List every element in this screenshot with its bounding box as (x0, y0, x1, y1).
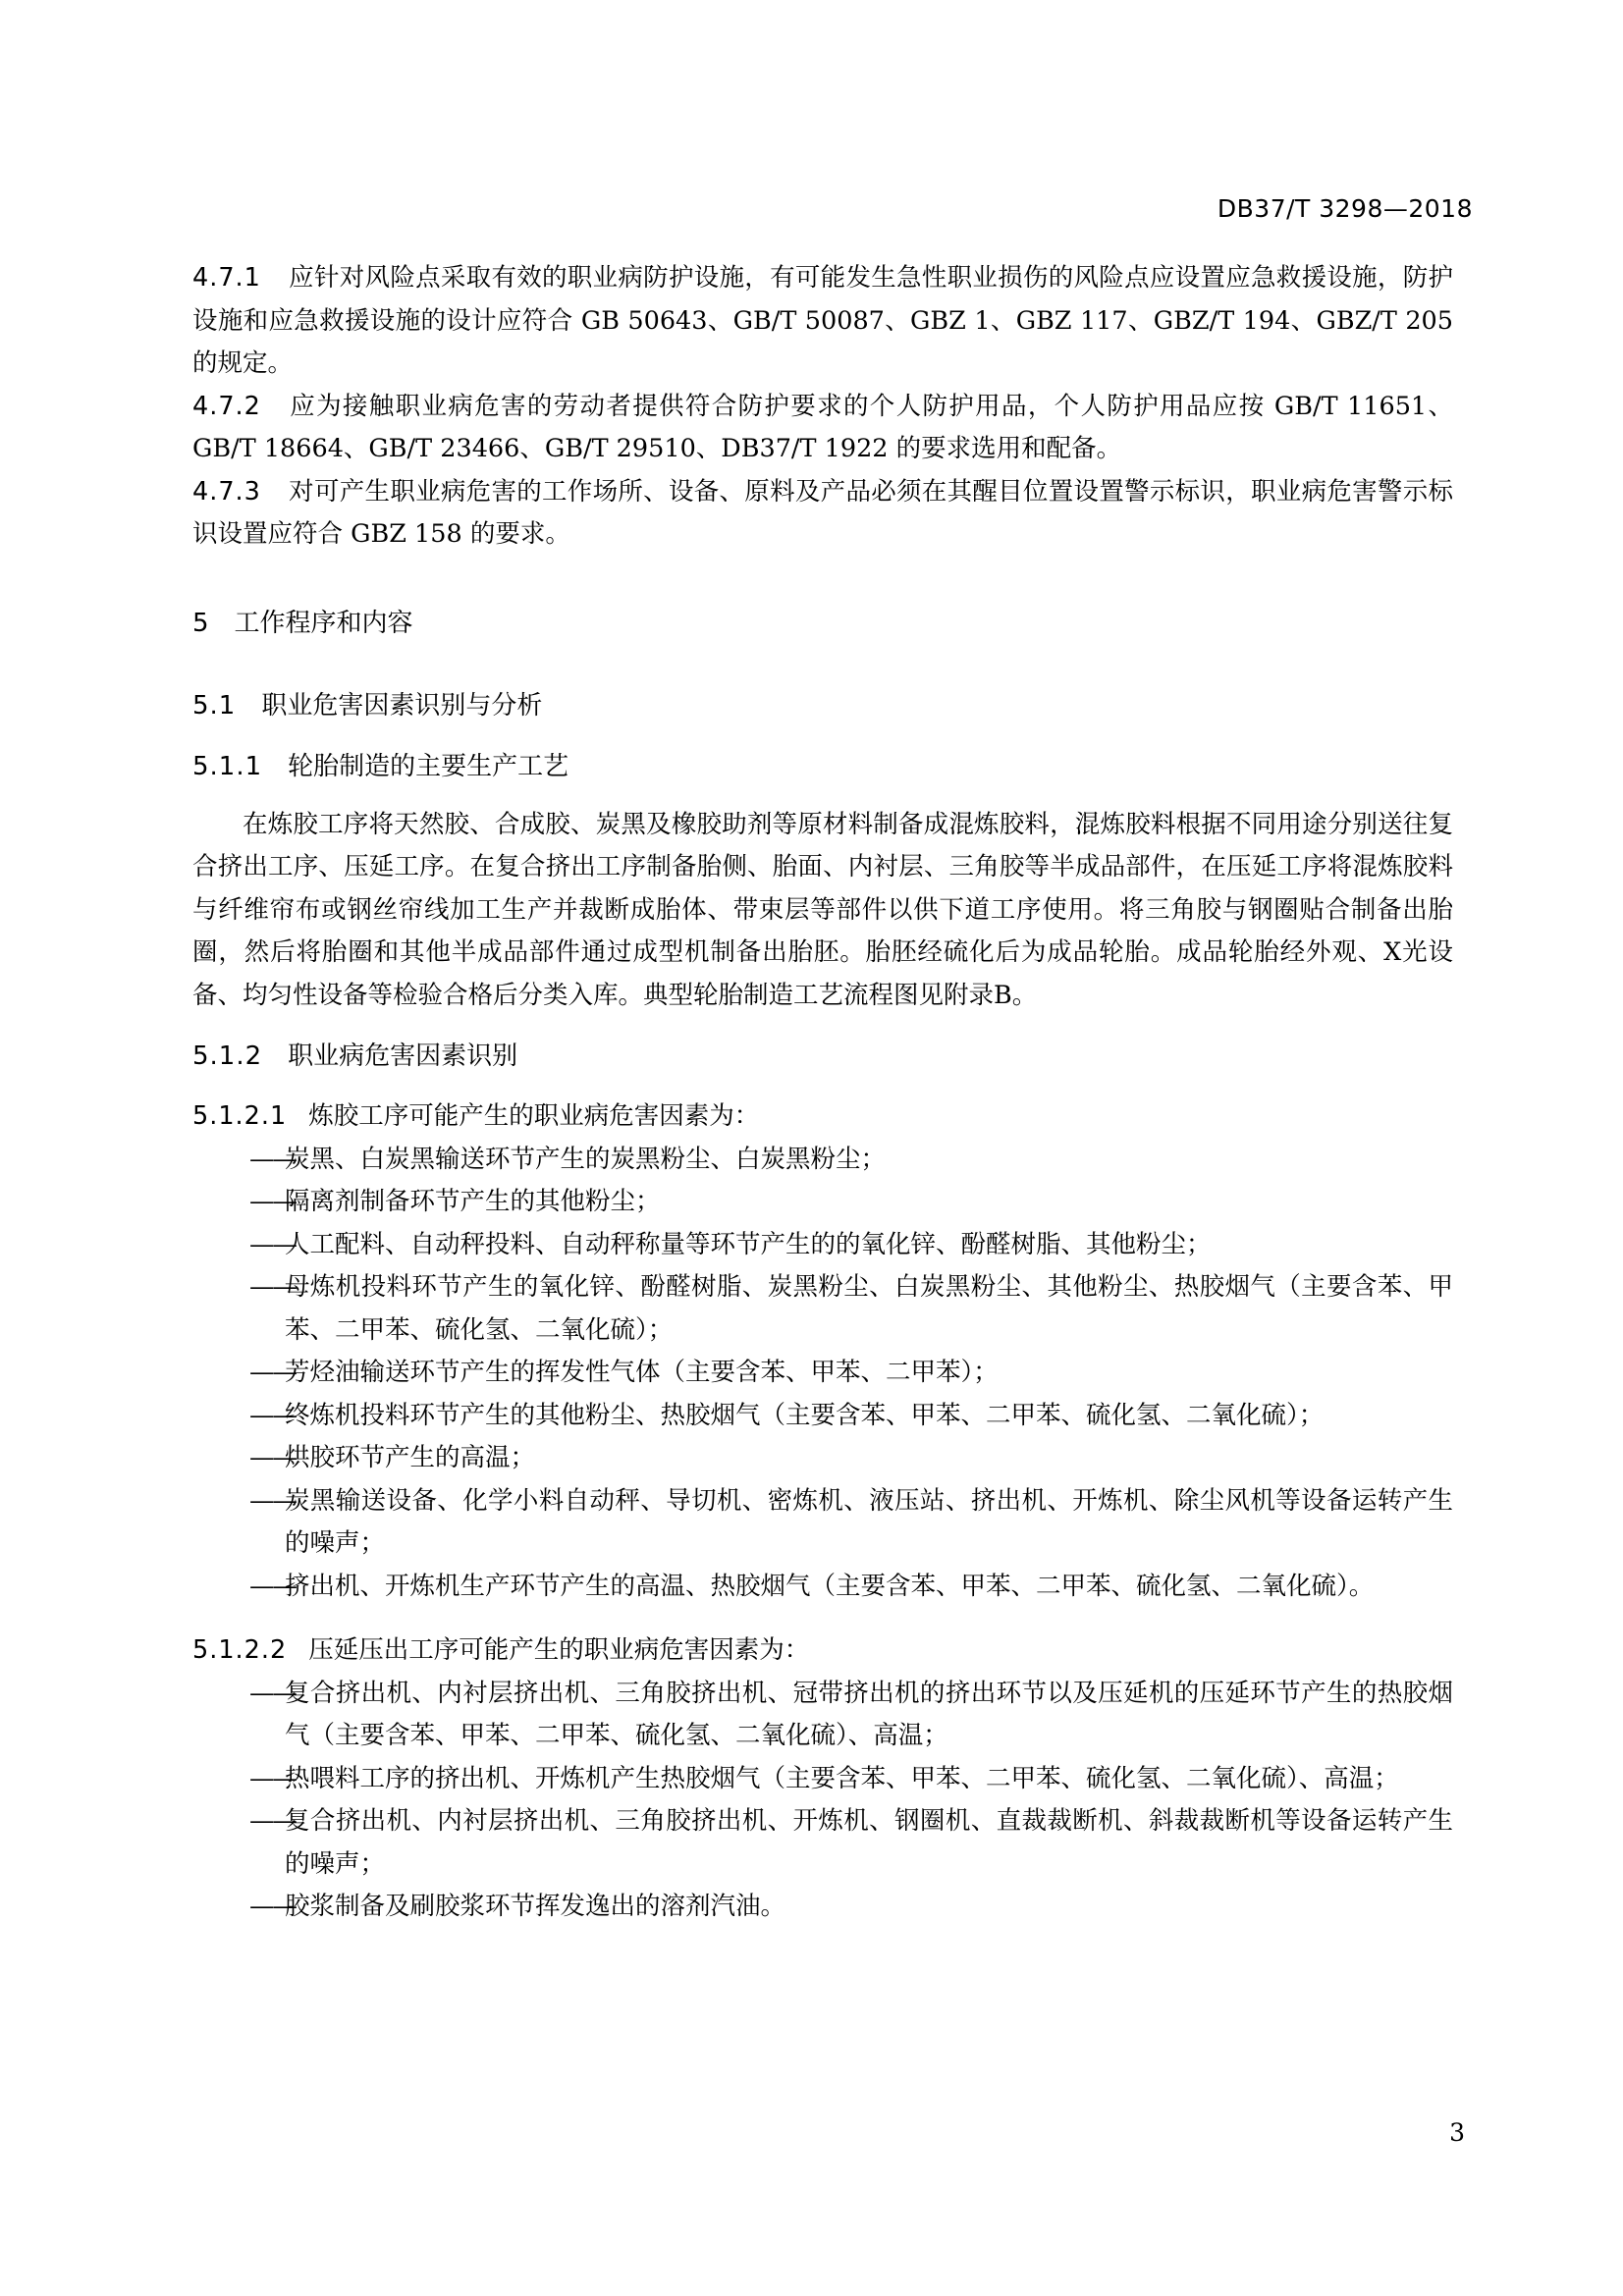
list-item (192, 1673, 1453, 1758)
section-5-1-2-heading (192, 1035, 1453, 1078)
list-item-text: 复合挤出机、内衬层挤出机、三角胶挤出机、冠带挤出机的挤出环节以及压延机的压延环节产生的热胶烟气（主要含苯、甲苯、二甲苯、硫化氢、二氧化硫）、高温； (285, 1678, 1453, 1750)
dash-marker: —— (249, 1485, 296, 1516)
list-item (192, 1566, 1453, 1609)
clause-lead-text: 炼胶工序可能产生的职业病危害因素为： (308, 1101, 760, 1131)
dash-marker: —— (249, 1229, 296, 1259)
list-item (192, 1758, 1453, 1801)
clause-4-7-3 (192, 471, 1453, 557)
section-number: 5 (192, 608, 209, 638)
list-item-text: 热喂料工序的挤出机、开炼机产生热胶烟气（主要含苯、甲苯、二甲苯、硫化氢、二氧化硫）、高温； (285, 1763, 1399, 1793)
list-item (192, 1800, 1453, 1886)
list-item-text: 终炼机投料环节产生的其他粉尘、热胶烟气（主要含苯、甲苯、二甲苯、硫化氢、二氧化硫）； (285, 1400, 1325, 1430)
list-item-text: 炭黑输送设备、化学小料自动秤、导切机、密炼机、液压站、挤出机、开炼机、除尘风机等设备运转产生的噪声； (285, 1485, 1453, 1558)
dash-marker: —— (249, 1678, 296, 1708)
section-number: 5.1.2 (192, 1041, 263, 1071)
section-number: 5.1.1 (192, 751, 263, 781)
dash-marker: —— (249, 1892, 296, 1921)
section-title: 职业危害因素识别与分析 (261, 690, 543, 721)
clause-4-7-2 (192, 386, 1453, 471)
clause-lead (192, 1629, 1453, 1673)
list-item (192, 1437, 1453, 1480)
clause-number: 4.7.3 (192, 476, 261, 507)
clause-lead-text: 压延压出工序可能产生的职业病危害因素为： (308, 1635, 810, 1665)
section-5-1-1-heading (192, 745, 1453, 788)
list-item-text: 炭黑、白炭黑输送环节产生的炭黑粉尘、白炭黑粉尘； (285, 1144, 887, 1174)
section-number: 5.1 (192, 690, 237, 721)
page-content (192, 257, 1453, 1929)
list-item (192, 1352, 1453, 1395)
clause-text: 对可产生职业病危害的工作场所、设备、原料及产品必须在其醒目位置设置警示标识，职业病危害警示标识设置应符合 GBZ 158 的要求。 (192, 476, 1453, 549)
hazard-list-calendering (192, 1673, 1453, 1929)
dash-marker: —— (249, 1443, 296, 1472)
section-5-1-heading (192, 684, 1453, 727)
list-item (192, 1224, 1453, 1267)
clause-number: 5.1.2.2 (192, 1635, 288, 1665)
list-item (192, 1139, 1453, 1182)
list-item-text: 母炼机投料环节产生的氧化锌、酚醛树脂、炭黑粉尘、白炭黑粉尘、其他粉尘、热胶烟气（主要含苯、甲苯、二甲苯、硫化氢、二氧化硫）； (285, 1272, 1453, 1345)
clause-5-1-2-1 (192, 1095, 1453, 1608)
clause-text: 应针对风险点采取有效的职业病防护设施，有可能发生急性职业损伤的风险点应设置应急救援设施，防护设施和应急救援设施的设计应符合 GB 50643、GB/T 50087、GBZ 1、GBZ 117、GBZ/T 194、GBZ/T 205 的规定。 (192, 263, 1453, 378)
list-item (192, 1480, 1453, 1566)
clause-lead (192, 1095, 1453, 1139)
list-item-text: 隔离剂制备环节产生的其他粉尘； (285, 1187, 661, 1216)
list-item-text: 烘胶环节产生的高温； (285, 1443, 536, 1472)
dash-marker: —— (249, 1806, 296, 1836)
dash-marker: —— (249, 1571, 296, 1601)
list-item-text: 挤出机、开炼机生产环节产生的高温、热胶烟气（主要含苯、甲苯、二甲苯、硫化氢、二氧化硫）。 (285, 1571, 1375, 1601)
process-description-paragraph: 在炼胶工序将天然胶、合成胶、炭黑及橡胶助剂等原材料制备成混炼胶料，混炼胶料根据不同用途分别送往复合挤出工序、压延工序。在复合挤出工序制备胎侧、胎面、内衬层、三角胶等半成品部件，在压延工序将混炼胶料与纤维帘布或钢丝帘线加工生产并裁断成胎体、带束层等部件以供下道工序使用。将三角胶与钢圈贴合制备出胎圈，然后将胎圈和其他半成品部件通过成型机制备出胎胚。胎胚经硫化后为成品轮胎。成品轮胎经外观、X光设备、均匀性设备等检验合格后分类入库。典型轮胎制造工艺流程图见附录B。 (192, 809, 1453, 1010)
clause-5-1-2-2 (192, 1629, 1453, 1929)
list-item (192, 1886, 1453, 1929)
dash-marker: —— (249, 1400, 296, 1430)
list-item (192, 1181, 1453, 1224)
clause-text: 应为接触职业病危害的劳动者提供符合防护要求的个人防护用品，个人防护用品应按 GB/T 11651、GB/T 18664、GB/T 23466、GB/T 29510、DB37/T 1922 的要求选用和配备。 (192, 391, 1453, 463)
page-number: 3 (1449, 2118, 1465, 2147)
clause-4-7-1 (192, 257, 1453, 386)
document-code-header: DB37/T 3298—2018 (1217, 194, 1473, 223)
list-item-text: 复合挤出机、内衬层挤出机、三角胶挤出机、开炼机、钢圈机、直裁裁断机、斜裁裁断机等设备运转产生的噪声； (285, 1806, 1453, 1879)
section-title: 工作程序和内容 (234, 608, 413, 638)
dash-marker: —— (249, 1144, 296, 1174)
list-item-text: 芳烃油输送环节产生的挥发性气体（主要含苯、甲苯、二甲苯）； (285, 1358, 999, 1387)
list-item-text: 胶浆制备及刷胶浆环节挥发逸出的溶剂汽油。 (285, 1892, 786, 1921)
list-item-text: 人工配料、自动秤投料、自动秤称量等环节产生的的氧化锌、酚醛树脂、其他粉尘； (285, 1229, 1212, 1259)
dash-marker: —— (249, 1187, 296, 1216)
dash-marker: —— (249, 1763, 296, 1793)
hazard-list-mixing (192, 1139, 1453, 1609)
dash-marker: —— (249, 1358, 296, 1387)
clause-number: 4.7.1 (192, 263, 261, 293)
dash-marker: —— (249, 1272, 296, 1302)
section-title: 轮胎制造的主要生产工艺 (288, 751, 569, 781)
clause-number: 4.7.2 (192, 391, 261, 421)
list-item (192, 1266, 1453, 1352)
section-title: 职业病危害因素识别 (288, 1041, 518, 1071)
clause-number: 5.1.2.1 (192, 1101, 288, 1131)
list-item (192, 1395, 1453, 1438)
section-5-heading (192, 602, 1453, 645)
